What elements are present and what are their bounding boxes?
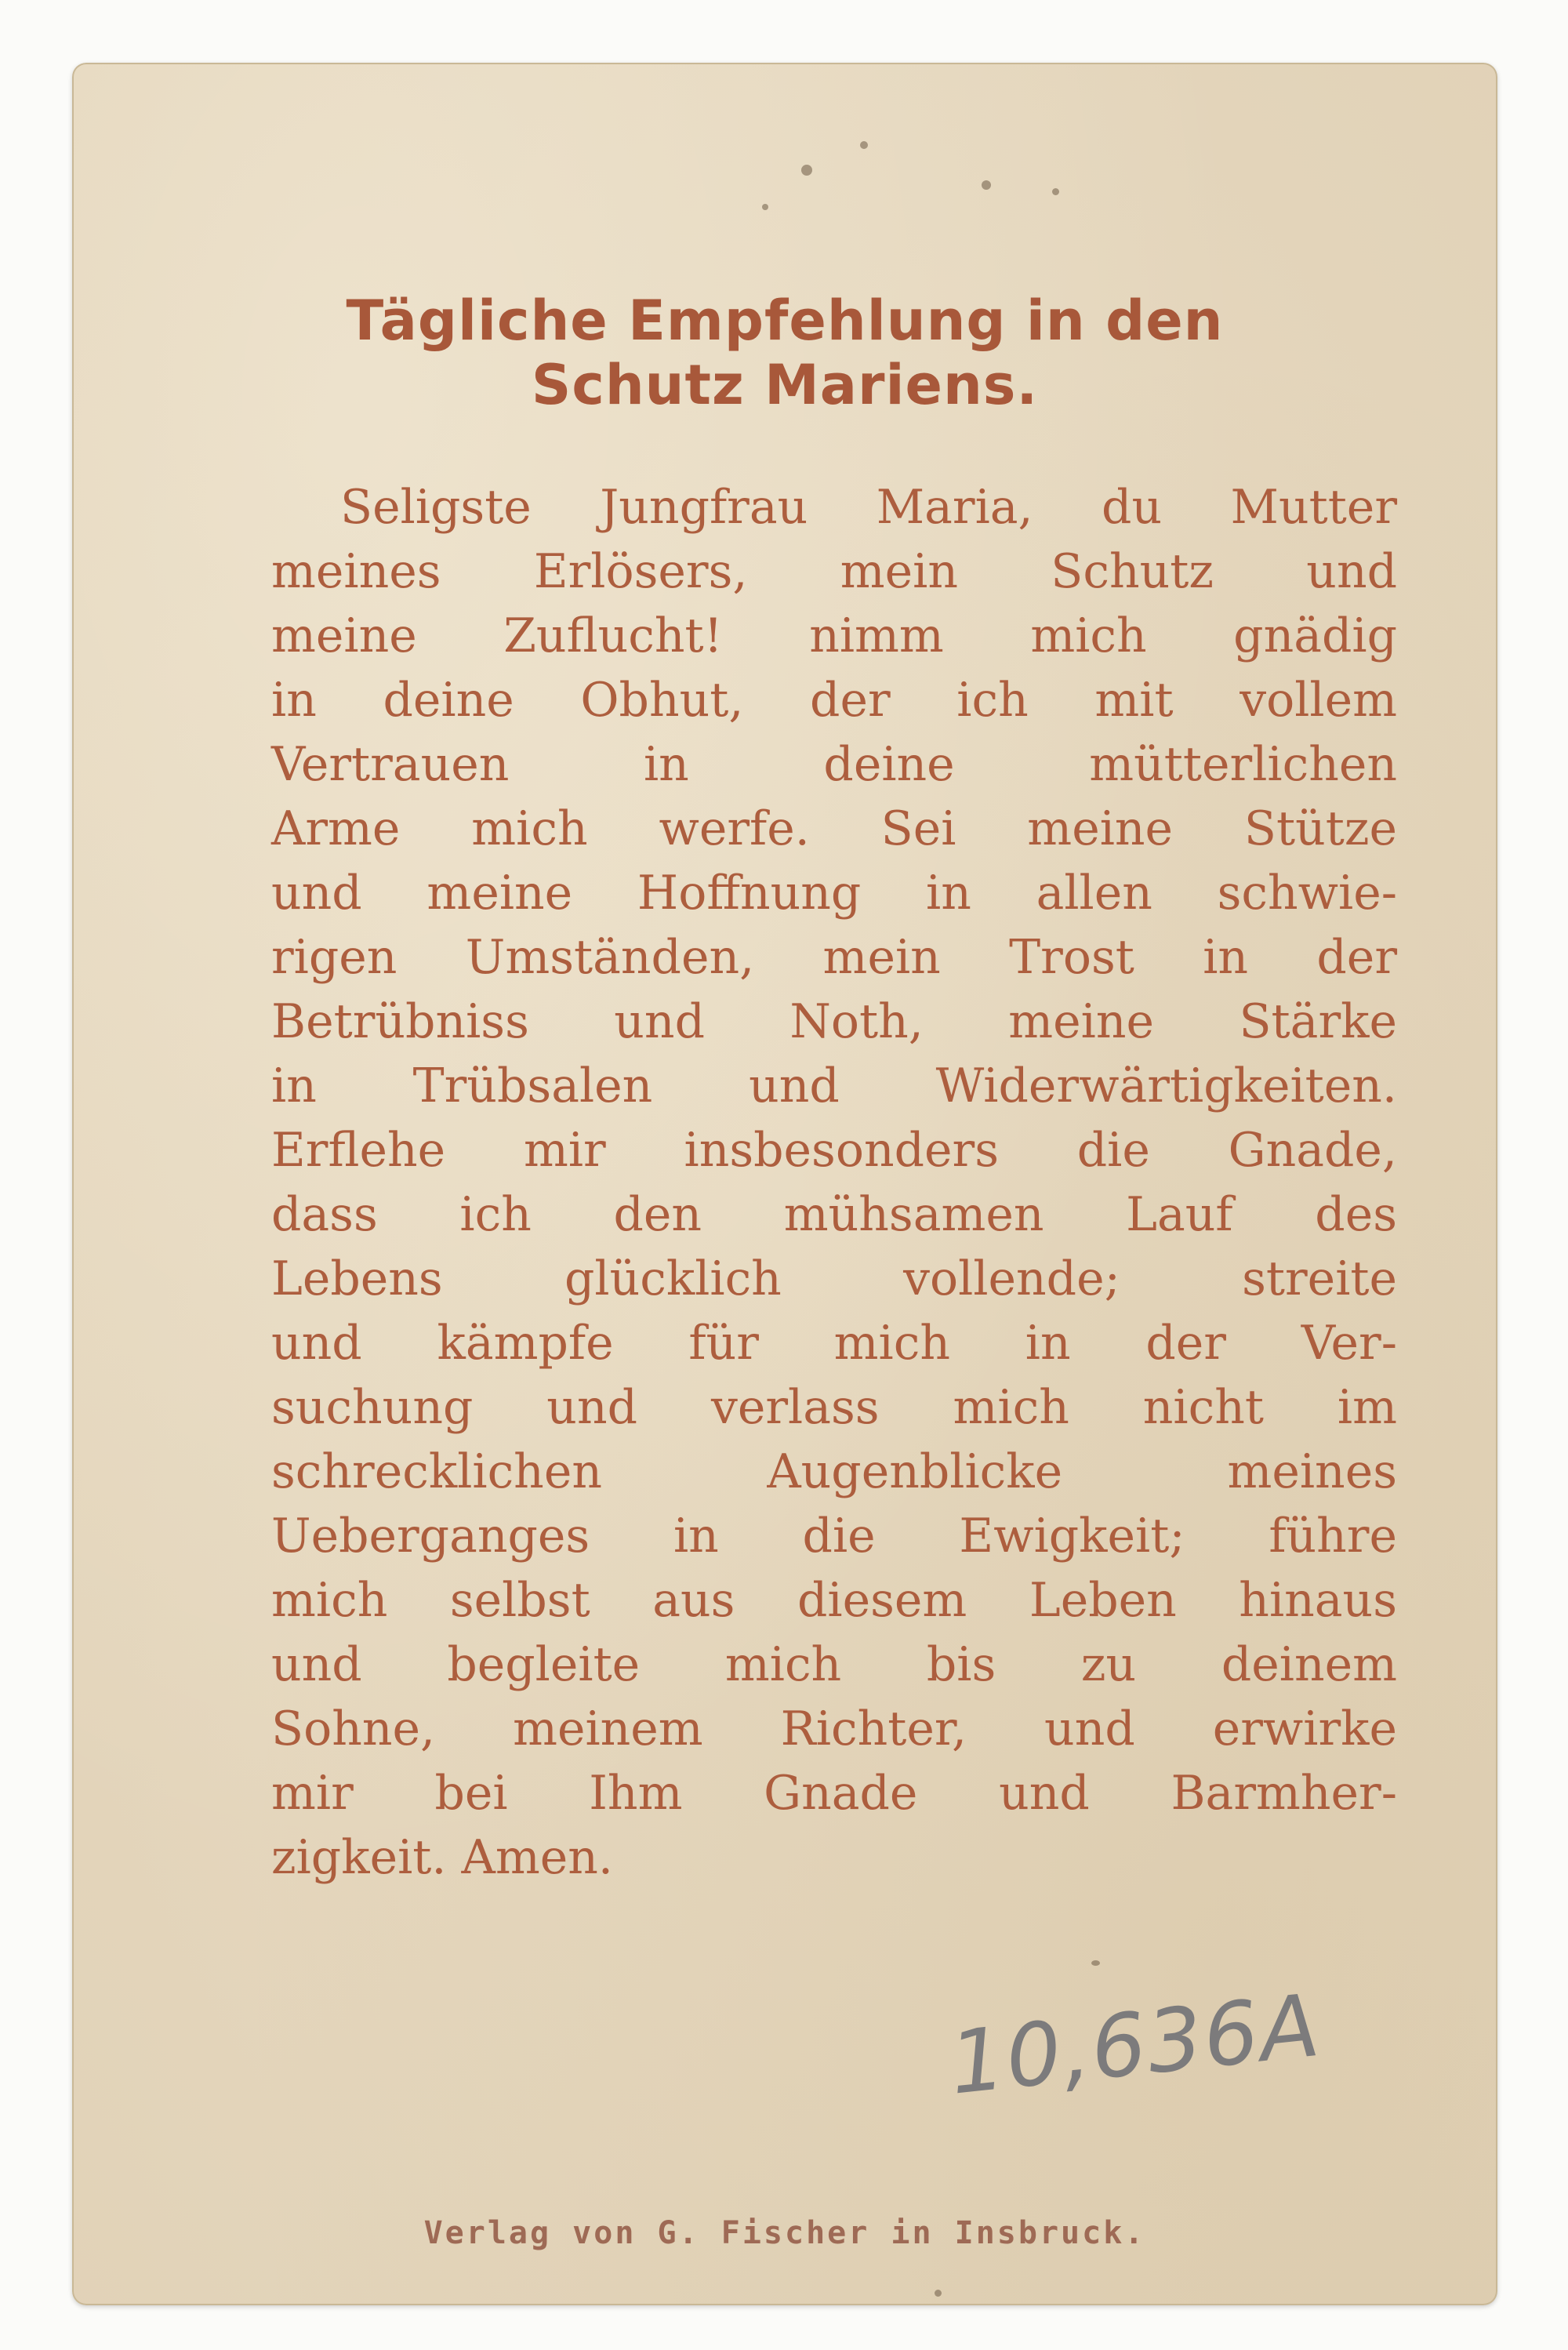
prayer-line: meines Erlösers, mein Schutz und: [271, 544, 1397, 599]
prayer-line: schrecklichen Augenblicke meines: [271, 1444, 1397, 1499]
paper-speck: [935, 2290, 942, 2297]
prayer-line: rigen Umständen, mein Trost in der: [271, 930, 1397, 985]
paper-speck: [1052, 188, 1059, 195]
card-title-line-2: Schutz Mariens.: [531, 353, 1039, 417]
prayer-line: Vertrauen in deine mütterlichen: [271, 737, 1397, 792]
prayer-line: meine Zuflucht! nimm mich gnädig: [271, 608, 1397, 663]
prayer-line: Arme mich werfe. Sei meine Stütze: [271, 801, 1397, 856]
prayer-line: Betrübniss und Noth, meine Stärke: [271, 994, 1397, 1049]
prayer-line: und kämpfe für mich in der Ver-: [271, 1316, 1397, 1371]
prayer-card: [72, 63, 1497, 2305]
prayer-line: Ueberganges in die Ewigkeit; führe: [271, 1509, 1397, 1564]
prayer-line: Seligste Jungfrau Maria, du Mutter: [340, 480, 1397, 535]
prayer-line: Lebens glücklich vollende; streite: [271, 1251, 1397, 1306]
publisher-imprint: Verlag von G. Fischer in Insbruck.: [423, 2215, 1146, 2251]
prayer-line: zigkeit. Amen.: [271, 1830, 613, 1885]
card-title-line-1: Tägliche Empfehlung in den: [346, 289, 1224, 353]
paper-speck: [982, 180, 991, 190]
prayer-line: Sohne, meinem Richter, und erwirke: [271, 1702, 1397, 1756]
prayer-line: in Trübsalen und Widerwärtigkeiten.: [271, 1059, 1397, 1113]
prayer-line: dass ich den mühsamen Lauf des: [271, 1187, 1397, 1242]
handwritten-catalog-number: 10,636A: [945, 1974, 1326, 2114]
prayer-line: Erflehe mir insbesonders die Gnade,: [271, 1123, 1397, 1178]
paper-speck: [762, 204, 768, 210]
prayer-line: und meine Hoffnung in allen schwie-: [271, 866, 1397, 921]
paper-speck: [860, 141, 868, 149]
prayer-line: mich selbst aus diesem Leben hinaus: [271, 1573, 1397, 1628]
prayer-line: mir bei Ihm Gnade und Barmher-: [271, 1766, 1397, 1821]
paper-speck: [801, 165, 812, 176]
prayer-line: suchung und verlass mich nicht im: [271, 1380, 1397, 1435]
paper-speck: [1091, 1960, 1100, 1966]
prayer-line: und begleite mich bis zu deinem: [271, 1637, 1397, 1692]
prayer-line: in deine Obhut, der ich mit vollem: [271, 673, 1397, 728]
